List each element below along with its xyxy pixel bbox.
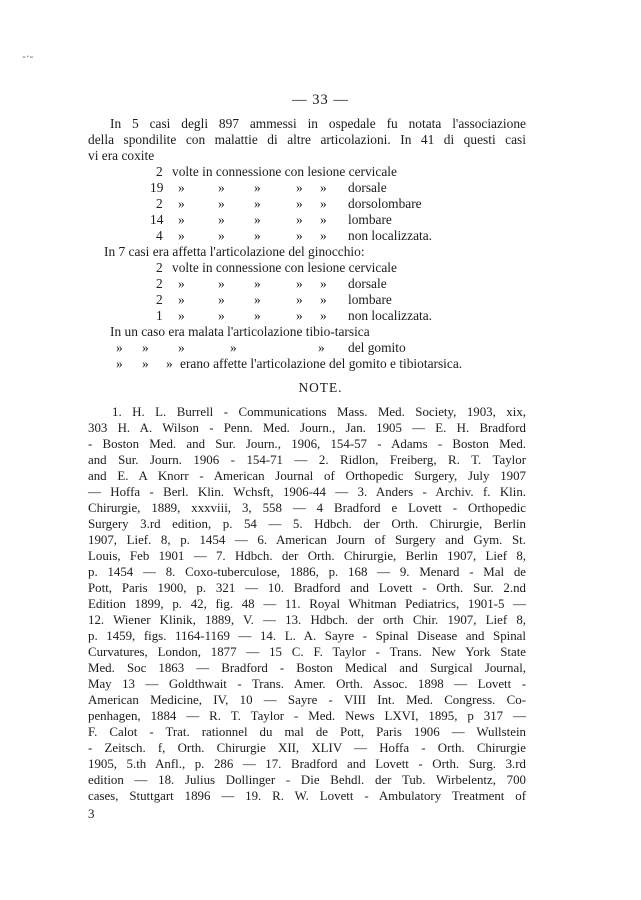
ditto-mark: » — [254, 196, 261, 211]
ditto-mark: » — [178, 196, 185, 211]
ditto-mark: » — [178, 276, 185, 291]
ditto-mark: » — [166, 356, 173, 371]
ditto-mark: » — [320, 308, 327, 323]
row-count: 2 — [156, 164, 163, 179]
note-line: Pott, Paris 1900, p. 321 — 10. Bradford and Lovett - Orth. Sur. 2.nd — [88, 581, 526, 595]
ditto-mark: » — [218, 308, 225, 323]
note-line: — Hoffa - Berl. Klin. Wchsft, 1906-44 — 3. Anders - Archiv. f. Klin. — [88, 485, 526, 499]
ditto-mark: » — [254, 292, 261, 307]
note-line: Louis, Feb 1901 — 7. Hdbch. der Orth. Chirurgie, Berlin 1907, Lief 8, — [88, 549, 526, 563]
note-line: Edition 1899, p. 42, fig. 48 — 11. Royal Whitman Pediatrics, 1901-5 — — [88, 597, 526, 611]
ditto-mark: » — [296, 292, 303, 307]
note-line: Curvatures, London, 1877 — 15 C. F. Taylor - Trans. New York State — [88, 645, 526, 659]
note-line: and Sur. Journ. 1906 - 154-71 — 2. Ridlon, Freiberg, R. T. Taylor — [88, 453, 526, 467]
row-count: 2 — [156, 292, 163, 307]
note-line: 1905, 5.th Anfl., p. 286 — 17. Bradford and Lovett - Orth. Surg. 3.rd — [88, 757, 526, 771]
row-label: lombare — [348, 292, 392, 307]
intro-line-3: vi era coxite — [88, 148, 155, 163]
ditto-mark: » — [318, 340, 325, 355]
note-line: - Zeitsch. f, Orth. Chirurgie XII, XLIV — Hoffa - Orth. Chirurgie — [88, 741, 526, 755]
ditto-mark: » — [296, 276, 303, 291]
ditto-mark: » — [178, 340, 185, 355]
ditto-mark: » — [296, 196, 303, 211]
margin-mark: -·- — [22, 50, 34, 63]
ditto-mark: » — [230, 340, 237, 355]
ditto-mark: » — [254, 228, 261, 243]
ditto-mark: » — [254, 276, 261, 291]
page-number: — 33 — — [292, 92, 349, 108]
note-line: F. Calot - Trat. rationnel du mal de Pott, Paris 1906 — Wullstein — [88, 725, 526, 739]
ditto-mark: » — [320, 212, 327, 227]
row-count: 1 — [156, 308, 163, 323]
note-line: 1907, Lief. 8, p. 1454 — 6. American Journ of Surgery and Gym. St. — [88, 533, 526, 547]
note-line: Surgery 3.rd edition, p. 54 — 5. Hdbch. der Orth. Chirurgie, Berlin — [88, 517, 526, 531]
intro-line-1: In 5 casi degli 897 ammessi in ospedale fu notata l'associazione — [110, 116, 526, 131]
ditto-mark: » — [116, 340, 123, 355]
row-label: lombare — [348, 212, 392, 227]
note-line: 303 H. A. Wilson - Penn. Med. Journ., Jan. 1905 — E. H. Bradford — [88, 421, 526, 435]
intro-line-2: della spondilite con malattie di altre articolazioni. In 41 di questi casi — [88, 132, 526, 147]
row-count: 4 — [156, 228, 163, 243]
ditto-mark: » — [320, 196, 327, 211]
ditto-mark: » — [218, 276, 225, 291]
row-count: 2 — [156, 260, 163, 275]
row-label: dorsolombare — [348, 196, 422, 211]
row-count: 14 — [150, 212, 164, 227]
ditto-mark: » — [142, 340, 149, 355]
signature-mark: 3 — [88, 806, 95, 821]
row-label: non localizzata. — [348, 308, 433, 323]
ditto-mark: » — [296, 228, 303, 243]
ditto-mark: » — [320, 180, 327, 195]
note-line: Chirurgie, 1889, xxxviii, 3, 558 — 4 Bradford e Lovett - Orthopedic — [88, 501, 526, 515]
ditto-mark: » — [218, 196, 225, 211]
row-text: volte in connessione con lesione cervicale — [172, 164, 397, 179]
ditto-mark: » — [254, 212, 261, 227]
ditto-mark: » — [218, 228, 225, 243]
row-count: 2 — [156, 276, 163, 291]
knee-intro: In 7 casi era affetta l'articolazione del ginocchio: — [104, 244, 365, 259]
ditto-mark: » — [218, 292, 225, 307]
note-line: 12. Wiener Klinik, 1889, V. — 13. Hdbch. der orth Chir. 1907, Lief 8, — [88, 613, 526, 627]
ditto-mark: » — [296, 212, 303, 227]
ditto-mark: » — [218, 180, 225, 195]
note-line: American Medicine, IV, 10 — Sayre - VIII Int. Med. Congress. Co- — [88, 693, 526, 707]
row-count: 19 — [150, 180, 164, 195]
ditto-mark: » — [254, 308, 261, 323]
ditto-mark: » — [178, 228, 185, 243]
row-label: dorsale — [348, 180, 387, 195]
note-line: - Boston Med. and Sur. Journ., 1906, 154-57 - Adams - Boston Med. — [88, 437, 526, 451]
note-line: 1. H. L. Burrell - Communications Mass. Med. Society, 1903, xix, — [112, 405, 526, 419]
ditto-mark: » — [178, 308, 185, 323]
note-line: edition — 18. Julius Dollinger - Die Behdl. der Tub. Wirbelentz, 700 — [88, 773, 526, 787]
ditto-mark: » — [142, 356, 149, 371]
ditto-mark: » — [178, 212, 185, 227]
ditto-mark: » — [178, 292, 185, 307]
ankle-text: erano affette l'articolazione del gomito e tibiotarsica. — [180, 356, 463, 371]
ditto-mark: » — [116, 356, 123, 371]
ditto-mark: » — [320, 228, 327, 243]
row-count: 2 — [156, 196, 163, 211]
note-line: cases, Stuttgart 1896 — 19. R. W. Lovett - Ambulatory Treatment of — [88, 789, 526, 803]
ditto-mark: » — [296, 180, 303, 195]
ditto-mark: » — [296, 308, 303, 323]
ditto-mark: » — [320, 292, 327, 307]
note-line: and E. A Knorr - American Journal of Orthopedic Surgery, July 1907 — [88, 469, 526, 483]
ditto-mark: » — [178, 180, 185, 195]
row-label: dorsale — [348, 276, 387, 291]
notes-heading: NOTE. — [298, 380, 343, 395]
ditto-mark: » — [254, 180, 261, 195]
ankle-label: del gomito — [348, 340, 406, 355]
note-line: Med. Soc 1863 — Bradford - Boston Medical and Surgical Journal, — [88, 661, 526, 675]
note-line: May 13 — Goldthwait - Trans. Amer. Orth. Assoc. 1898 — Lovett - — [88, 677, 526, 691]
ankle-line-1: In un caso era malata l'articolazione tibio-tarsica — [110, 324, 370, 339]
note-line: penhagen, 1884 — R. T. Taylor - Med. News LXVI, 1895, p 317 — — [88, 709, 526, 723]
note-line: p. 1454 — 8. Coxo-tuberculose, 1886, p. 168 — 9. Menard - Mal de — [88, 565, 526, 579]
note-line: p. 1459, figs. 1164-1169 — 14. L. A. Sayre - Spinal Disease and Spinal — [88, 629, 526, 643]
ditto-mark: » — [218, 212, 225, 227]
row-text: volte in connessione con lesione cervicale — [172, 260, 397, 275]
row-label: non localizzata. — [348, 228, 433, 243]
ditto-mark: » — [320, 276, 327, 291]
